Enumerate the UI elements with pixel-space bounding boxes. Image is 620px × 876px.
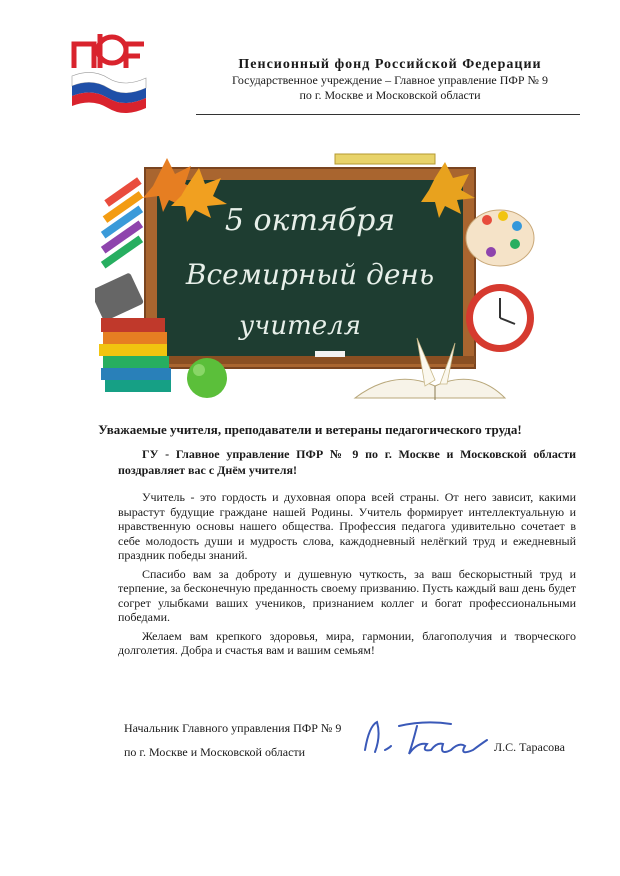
books-stack-icon (99, 318, 171, 392)
signatory-position (124, 716, 341, 764)
body-paragraph: Спасибо вам за доброту и душевную чуткость, за ваш бескорыстный труд и терпение, за бесконечную преданность своему призванию. Пусть каждый ваш день будет согрет улыбками ваших учеников, признанием коллег и богат профессиональными победами. (118, 566, 576, 624)
header-divider (196, 114, 580, 115)
org-line2: по г. Москве и Московской области (299, 88, 481, 102)
handwritten-signature (355, 706, 495, 766)
board-date: 5 октября (224, 203, 396, 238)
body-paragraph: Желаем вам крепкого здоровья, мира, гармонии, благополучия и творческого долголетия. Добра и счастья вам и вашим семьям! (118, 628, 576, 657)
board-title-line1: Всемирный день (185, 258, 435, 291)
org-name: Пенсионный фонд Российской Федерации (238, 57, 542, 72)
apple-icon (187, 358, 227, 398)
position-line1: Начальник Главного управления ПФР № 9 (124, 721, 342, 735)
palette-icon (466, 210, 534, 266)
congrats-paragraph: ГУ - Главное управление ПФР № 9 по г. Москве и Московской области поздравляет вас с Днём учителя! (118, 447, 576, 477)
pencils-icon (101, 177, 143, 268)
pfr-logo (64, 26, 154, 116)
position-line2: по г. Москве и Московской области (124, 745, 306, 759)
signatory-name: Л.С. Тарасова (494, 740, 565, 754)
clock-icon (466, 284, 534, 352)
org-header (190, 56, 590, 103)
teachers-day-illustration (95, 148, 540, 408)
calculator-icon (95, 272, 144, 321)
body-paragraph: Учитель - это гордость и духовная опора всей страны. От него зависит, какими вырастут будущие граждане нашей Родины. Учитель формирует интеллектуальную и нравственную основы нашего общества. Профессия педагога удивительно сочетает в себе молодость души и мудрость слова, каждодневный нелёгкий труд и ежедневный праздник победы знаний. (118, 490, 576, 562)
letter-body (118, 490, 576, 662)
org-line1: Государственное учреждение – Главное управление ПФР № 9 (231, 73, 548, 87)
board-title-line2: учителя (239, 311, 361, 341)
greeting-heading: Уважаемые учителя, преподаватели и ветераны педагогического труда! (98, 422, 522, 437)
